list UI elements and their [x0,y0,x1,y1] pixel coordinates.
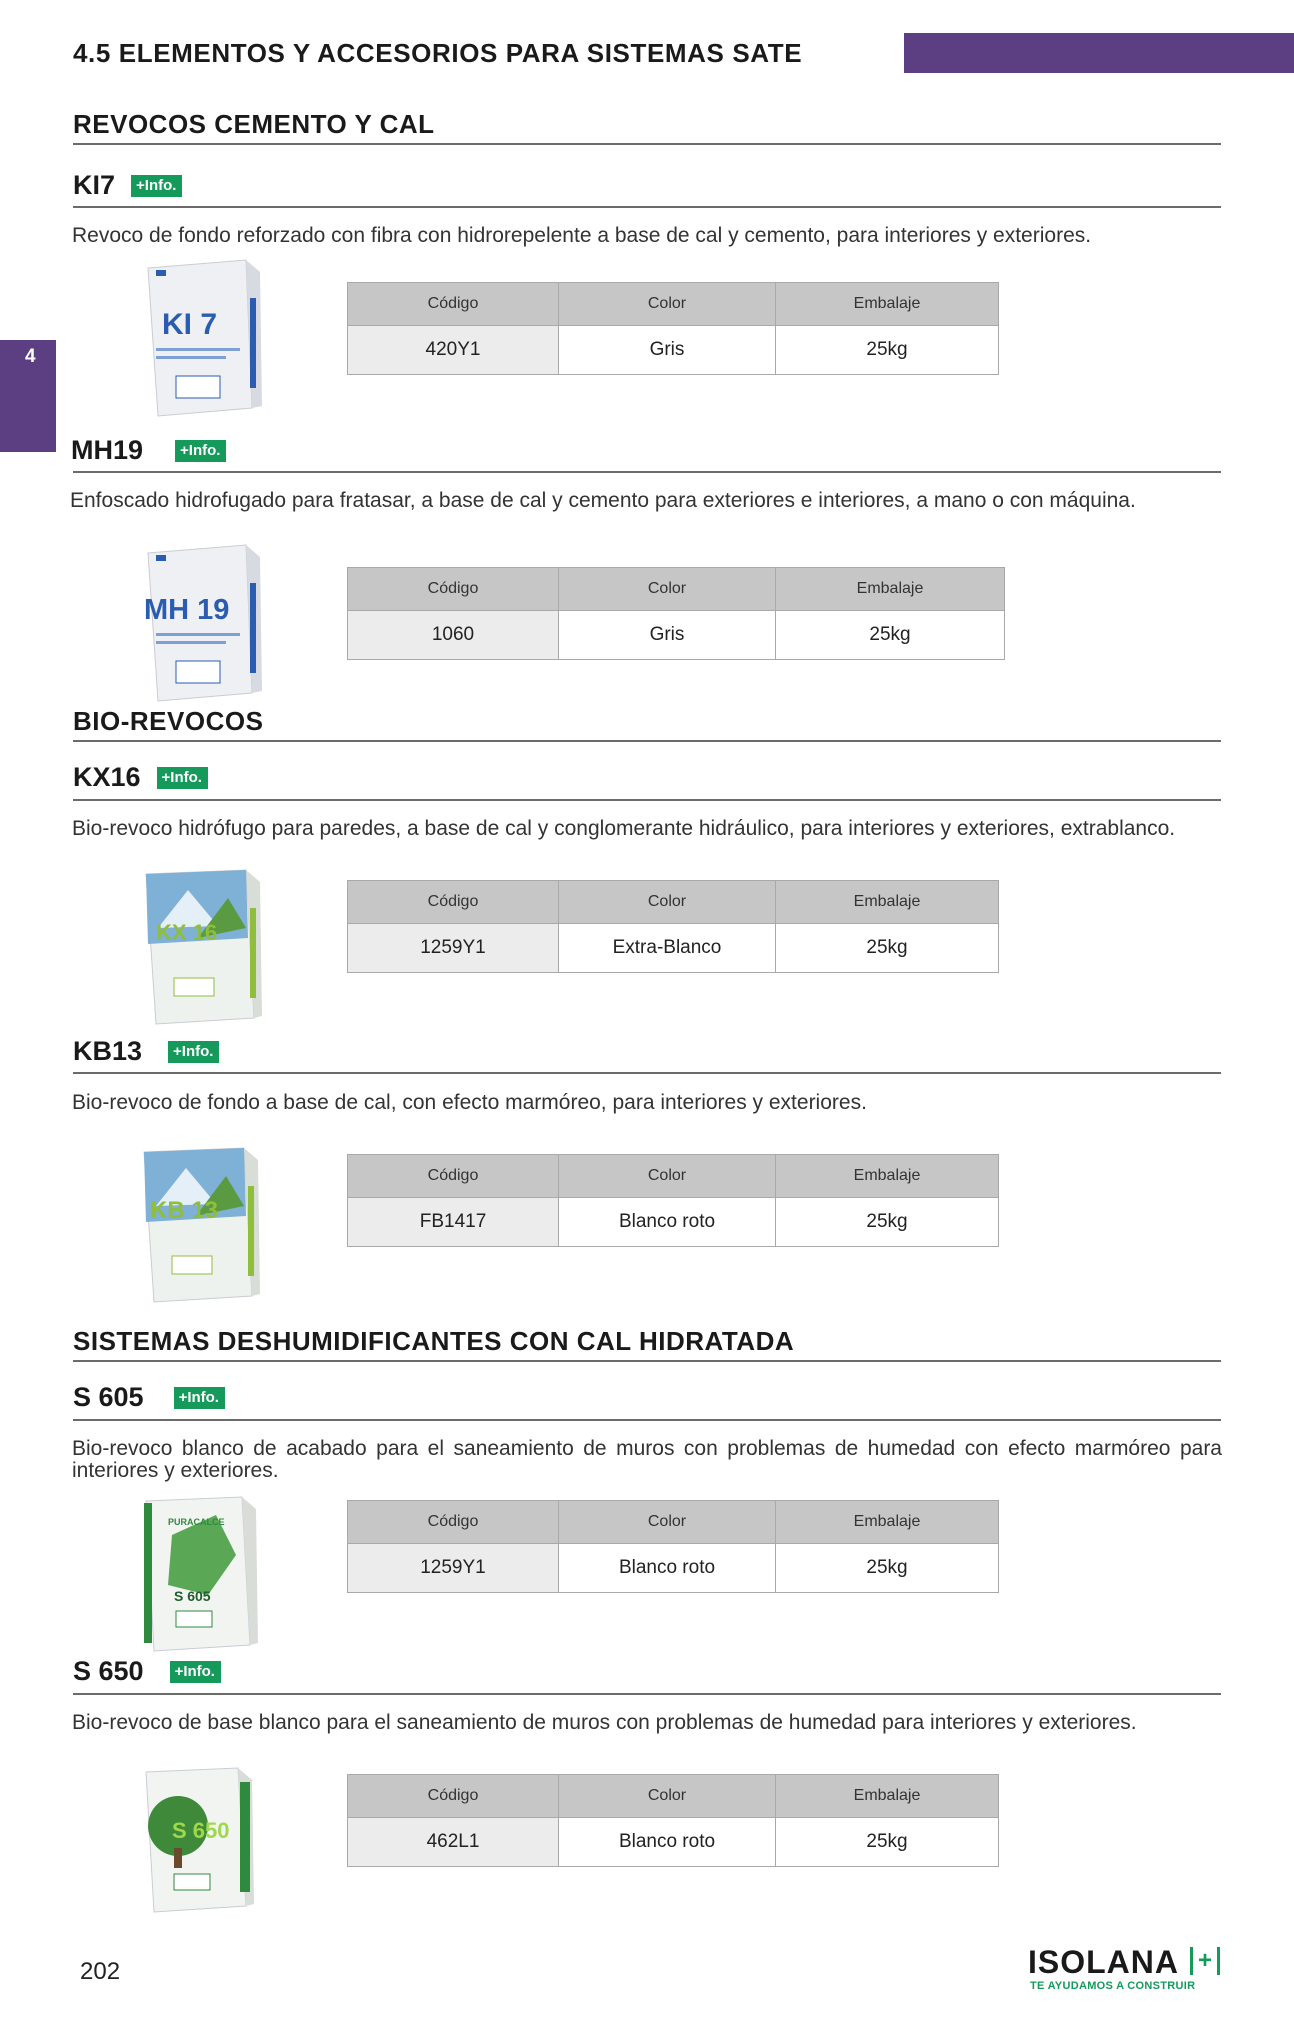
product-spec-table [347,1154,999,1247]
col-header-color: Color [559,1775,776,1818]
cell-color: Blanco roto [559,1818,776,1867]
page-number: 202 [80,1958,121,1985]
table-row [348,1818,999,1867]
product-bag-image [138,543,264,703]
info-link-button[interactable]: +Info. [175,440,226,462]
cell-packaging: 25kg [776,611,1005,660]
product-description: Bio-revoco de base blanco para el saneamiento de muros con problemas de humedad para interiores y exteriores. [72,1711,1137,1734]
col-header-packaging: Embalaje [776,568,1005,611]
table-row [348,1198,999,1247]
product-divider [73,206,1221,208]
brand-logo[interactable] [1028,1944,1228,1994]
section-divider [73,740,1221,742]
col-header-code: Código [348,1775,559,1818]
product-bag-image [138,1495,264,1655]
col-header-packaging: Embalaje [776,1775,999,1818]
product-name: S 605 [73,1382,144,1412]
cell-packaging: 25kg [776,1198,999,1247]
cell-color: Gris [559,611,776,660]
product-title [73,170,182,201]
product-title [73,1036,219,1067]
cell-color: Gris [559,326,776,375]
brand-plus-icon: + [1190,1947,1220,1975]
col-header-code: Código [348,1501,559,1544]
product-divider [73,1419,1221,1421]
bag-label: KI 7 [162,308,218,341]
product-name: KX16 [73,762,141,792]
cell-packaging: 25kg [776,1544,999,1593]
col-header-code: Código [348,568,559,611]
col-header-color: Color [559,283,776,326]
section-divider [73,143,1221,145]
col-header-packaging: Embalaje [776,1155,999,1198]
product-title [73,1656,221,1687]
product-divider [73,1693,1221,1695]
col-header-color: Color [559,1155,776,1198]
info-link-button[interactable]: +Info. [157,767,208,789]
bag-label: S 605 [174,1588,211,1604]
brand-name: ISOLANA [1028,1944,1179,1980]
col-header-code: Código [348,283,559,326]
info-link-button[interactable]: +Info. [170,1661,221,1683]
product-bag-image [136,1146,262,1306]
bag-label: MH 19 [144,594,230,626]
header-accent-bar [904,33,1294,73]
bag-brand: PURACALCE [168,1517,225,1527]
product-name: KI7 [73,170,116,200]
product-spec-table [347,1500,999,1593]
chapter-side-tab[interactable] [0,340,56,452]
table-row [348,1544,999,1593]
product-description: Revoco de fondo reforzado con fibra con hidrorepelente a base de cal y cemento, para interiores y exteriores. [72,224,1092,247]
info-link-button[interactable]: +Info. [168,1041,219,1063]
info-link-button[interactable]: +Info. [174,1387,225,1409]
product-title [73,1382,225,1413]
cell-code: 1259Y1 [348,924,559,973]
col-header-color: Color [559,568,776,611]
col-header-color: Color [559,881,776,924]
chapter-number: 4 [25,346,36,367]
product-divider [73,471,1221,473]
col-header-code: Código [348,881,559,924]
cell-code: 420Y1 [348,326,559,375]
product-name: S 650 [73,1656,144,1686]
cell-packaging: 25kg [776,1818,999,1867]
cell-code: 1259Y1 [348,1544,559,1593]
col-header-code: Código [348,1155,559,1198]
col-header-packaging: Embalaje [776,881,999,924]
product-description: Bio-revoco hidrófugo para paredes, a base de cal y conglomerante hidráulico, para interiores y exteriores, extrablanco. [72,817,1176,840]
cell-color: Blanco roto [559,1198,776,1247]
section-title: SISTEMAS DESHUMIDIFICANTES CON CAL HIDRATADA [73,1326,795,1356]
col-header-packaging: Embalaje [776,1501,999,1544]
page-header-title: 4.5 ELEMENTOS Y ACCESORIOS PARA SISTEMAS SATE [73,38,803,68]
cell-code: 1060 [348,611,559,660]
product-divider [73,1072,1221,1074]
product-name: MH19 [71,435,144,465]
section-title: REVOCOS CEMENTO Y CAL [73,109,435,139]
table-row [348,924,999,973]
cell-packaging: 25kg [776,326,999,375]
product-bag-image [138,1766,264,1916]
table-row [348,326,999,375]
product-spec-table [347,567,1005,660]
info-link-button[interactable]: +Info. [131,175,182,197]
product-bag-image [138,868,264,1028]
brand-tagline: TE AYUDAMOS A CONSTRUIR [1030,1980,1196,1992]
table-row [348,611,1005,660]
product-description: Enfoscado hidrofugado para fratasar, a base de cal y cemento para exteriores e interiores, a mano o con máquina. [70,489,1136,512]
product-spec-table [347,282,999,375]
product-spec-table [347,1774,999,1867]
product-divider [73,799,1221,801]
section-title: BIO-REVOCOS [73,706,264,736]
bag-label: KX 16 [156,920,218,945]
section-divider [73,1360,1221,1362]
bag-label: S 650 [172,1818,230,1843]
product-name: KB13 [73,1036,143,1066]
bag-label: KB 13 [150,1197,219,1224]
product-spec-table [347,880,999,973]
cell-color: Extra-Blanco [559,924,776,973]
product-bag-image [138,258,264,418]
cell-code: FB1417 [348,1198,559,1247]
product-description: Bio-revoco de fondo a base de cal, con efecto marmóreo, para interiores y exteriores. [72,1091,867,1114]
col-header-color: Color [559,1501,776,1544]
cell-color: Blanco roto [559,1544,776,1593]
product-description: Bio-revoco blanco de acabado para el saneamiento de muros con problemas de humedad con efecto marmóreo para interiores y exteriores. [72,1437,1222,1482]
col-header-packaging: Embalaje [776,283,999,326]
product-title [71,435,226,466]
cell-packaging: 25kg [776,924,999,973]
product-title [73,762,208,793]
cell-code: 462L1 [348,1818,559,1867]
